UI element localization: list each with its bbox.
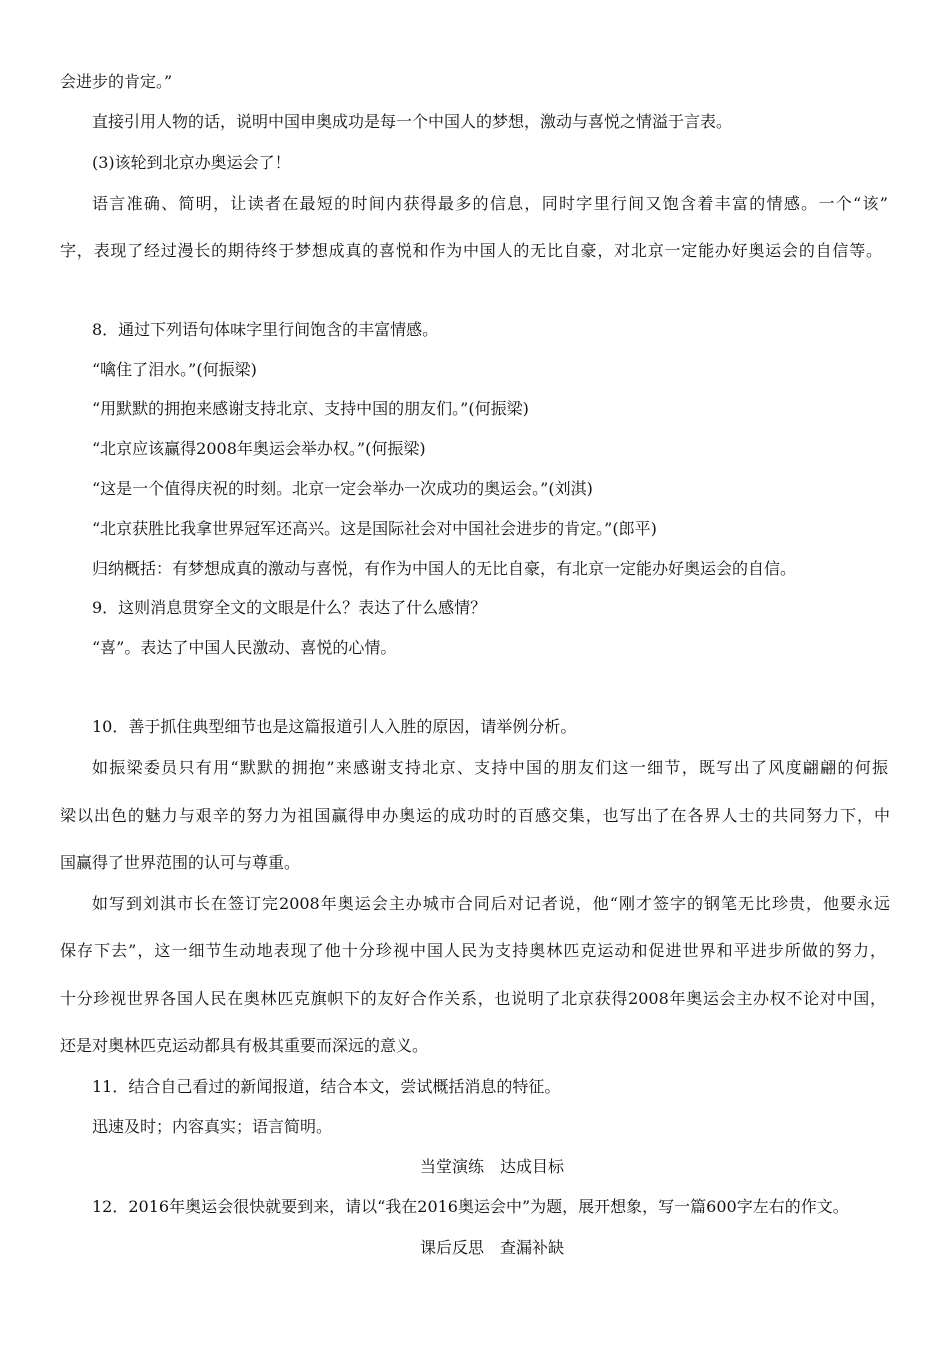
paragraph-line: 国赢得了世界范围的认可与尊重。 <box>60 853 301 872</box>
question-8: 8．通过下列语句体味字里行间饱含的丰富情感。 <box>92 320 439 339</box>
paragraph-line: (3)该轮到北京办奥运会了！ <box>92 153 291 172</box>
paragraph-line: 如写到刘淇市长在签订完2008年奥运会主办城市合同后对记者说，他“刚才签字的钢笔无比珍贵，他要永远 <box>92 894 890 913</box>
question-9: 9．这则消息贯穿全文的文眼是什么？表达了什么感情？ <box>92 598 487 617</box>
quote-line: “这是一个值得庆祝的时刻。北京一定会举办一次成功的奥运会。”(刘淇) <box>92 479 593 498</box>
quote-line: “用默默的拥抱来感谢支持北京、支持中国的朋友们。”(何振梁) <box>92 399 529 418</box>
paragraph-line: 会进步的肯定。” <box>60 72 173 91</box>
paragraph-line: 语言准确、简明，让读者在最短的时间内获得最多的信息，同时字里行间又饱含着丰富的情感。一个“该” <box>92 194 888 213</box>
paragraph-line: 梁以出色的魅力与艰辛的努力为祖国赢得申办奥运的成功时的百感交集，也写出了在各界人士的共同努力下，中 <box>60 806 890 825</box>
answer-8: 归纳概括：有梦想成真的激动与喜悦，有作为中国人的无比自豪，有北京一定能办好奥运会的自信。 <box>92 559 797 578</box>
paragraph-line: 十分珍视世界各国人民在奥林匹克旗帜下的友好合作关系，也说明了北京获得2008年奥运会主办权不论对中国， <box>60 989 886 1008</box>
answer-9: “喜”。表达了中国人民激动、喜悦的心情。 <box>92 638 397 657</box>
question-12: 12．2016年奥运会很快就要到来，请以“我在2016奥运会中”为题，展开想象，写一篇600字左右的作文。 <box>92 1197 849 1216</box>
paragraph-line: 字，表现了经过漫长的期待终于梦想成真的喜悦和作为中国人的无比自豪，对北京一定能办好奥运会的自信等。 <box>60 241 882 260</box>
section-heading: 课后反思 查漏补缺 <box>419 1238 564 1257</box>
quote-line: “北京获胜比我拿世界冠军还高兴。这是国际社会对中国社会进步的肯定。”(郎平) <box>92 519 657 538</box>
paragraph-line: 还是对奥林匹克运动都具有极其重要而深远的意义。 <box>60 1036 429 1055</box>
answer-11: 迅速及时；内容真实；语言简明。 <box>92 1117 333 1136</box>
question-10: 10．善于抓住典型细节也是这篇报道引人入胜的原因，请举例分析。 <box>92 717 577 736</box>
section-heading: 当堂演练 达成目标 <box>419 1157 564 1176</box>
paragraph-line: 如振梁委员只有用“默默的拥抱”来感谢支持北京、支持中国的朋友们这一细节，既写出了风度翩翩的何振 <box>92 758 888 777</box>
quote-line: “北京应该赢得2008年奥运会举办权。”(何振梁) <box>92 439 426 458</box>
quote-line: “噙住了泪水。”(何振梁) <box>92 360 257 379</box>
paragraph-line: 保存下去”，这一细节生动地表现了他十分珍视中国人民为支持奥林匹克运动和促进世界和平进步所做的努力， <box>60 941 886 960</box>
question-11: 11．结合自己看过的新闻报道，结合本文，尝试概括消息的特征。 <box>92 1077 561 1096</box>
paragraph-line: 直接引用人物的话，说明中国申奥成功是每一个中国人的梦想，激动与喜悦之情溢于言表。 <box>92 112 733 131</box>
